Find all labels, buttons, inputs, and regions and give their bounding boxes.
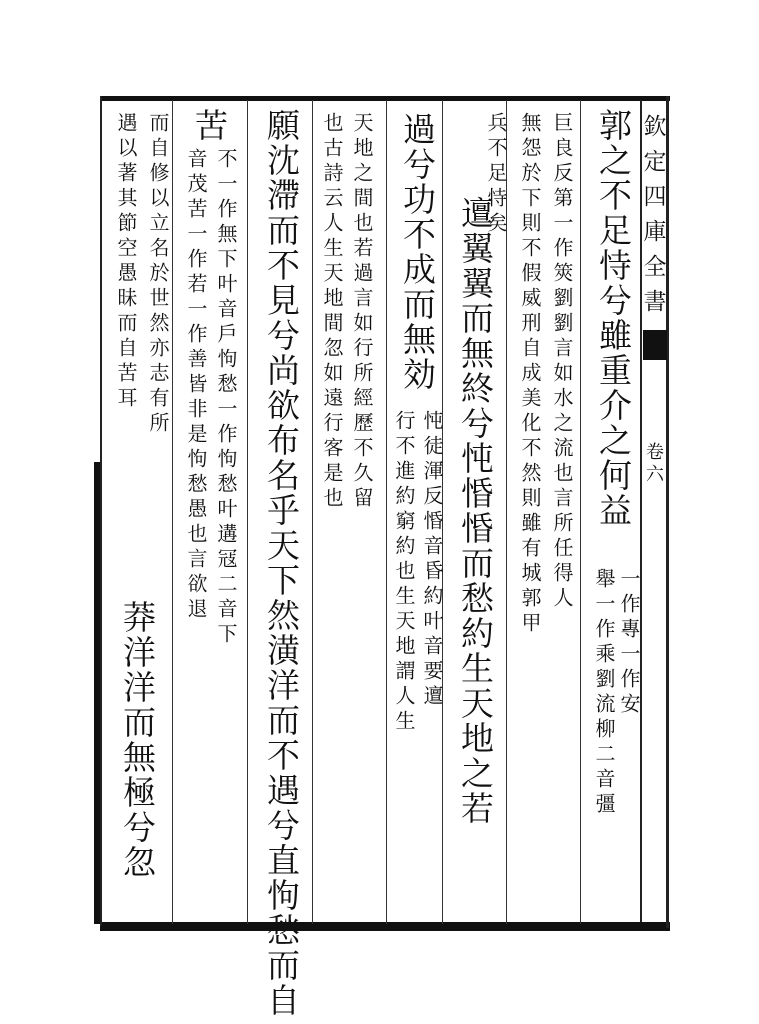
- frame-top-border: [100, 96, 670, 101]
- frame-bottom-border: [100, 922, 670, 931]
- frame-left-thick-border: [94, 462, 100, 924]
- commentary-line: 不一作無下叶音戶怐愁一作怐愁叶遘冦二音下: [214, 148, 238, 648]
- main-text-column: 過兮功不成而無効: [398, 112, 437, 392]
- commentary-line: 舉一作乘劉流柳二音彊: [592, 568, 616, 818]
- main-text-column: 願沈滯而不見兮尚欲布名乎天下然潢洋而不遇兮直怐愁而自: [262, 108, 301, 1018]
- frame-left-border: [100, 96, 102, 926]
- commentary-line: 行不進約窮約也生天地謂人生: [392, 410, 416, 735]
- commentary-line: 而自修以立名於世然亦志有所: [146, 112, 170, 437]
- commentary-line: 無怨於下則不假威刑自成美化不然則雖有城郭甲: [518, 112, 542, 637]
- main-text-column: 苦: [190, 108, 229, 143]
- commentary-line: 遇以著其節空愚昧而自苦耳: [114, 112, 138, 412]
- commentary-line: 忳徒渾反惛音昏約叶音要邅: [420, 410, 444, 710]
- column-rule: [386, 100, 387, 924]
- main-text-column: 郭之不足恃兮雖重介之何益: [594, 108, 633, 528]
- commentary-line: 兵不足恃矣: [484, 112, 508, 237]
- column-rule: [312, 100, 313, 924]
- commentary-line: 音茂苦一作若一作善皆非是怐愁愚也言欲退: [184, 148, 208, 623]
- column-rule: [580, 100, 581, 924]
- column-rule: [247, 100, 248, 924]
- commentary-line: 一作專一作安: [617, 568, 641, 718]
- commentary-line: 也古詩云人生天地間忽如遠行客是也: [320, 112, 344, 512]
- main-text-column: 邅翼翼而無終兮忳惛惛而愁約生天地之若: [456, 196, 495, 826]
- volume-label: 卷六: [646, 442, 664, 485]
- main-text-column: 莽洋洋而無極兮忽: [118, 600, 157, 880]
- collection-title: 欽定四庫全書: [643, 114, 667, 315]
- commentary-line: 天地之間也若過言如行所經歷不久留: [350, 112, 374, 512]
- commentary-line: 巨良反第一作筴劉劉言如水之流也言所任得人: [550, 112, 574, 612]
- fishtail-mark: [643, 330, 667, 360]
